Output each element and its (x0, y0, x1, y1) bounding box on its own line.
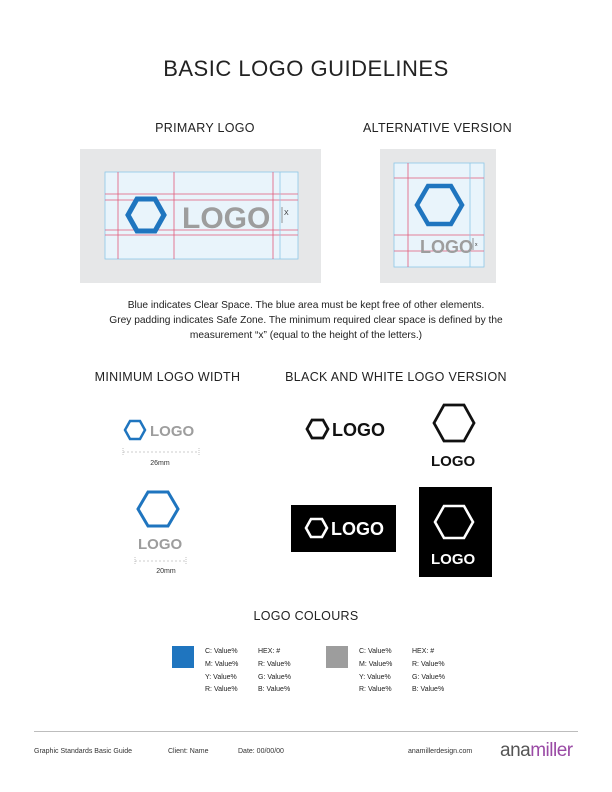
description-line-3: measurement “x” (equal to the height of the letters.) (189, 330, 423, 341)
hexagon-icon (138, 492, 178, 526)
description-line-1: Blue indicates Clear Space. The blue area must be kept free of other elements. (127, 300, 485, 311)
hexagon-icon (307, 420, 328, 438)
minimum-horizontal-logo-text: LOGO (150, 423, 195, 440)
minimum-horizontal-caption: 26mm (150, 460, 170, 467)
guidelines-description (60, 298, 552, 343)
primary-logo-guide-diagram (80, 149, 321, 283)
colour-swatch-grey (326, 646, 348, 668)
minimum-stacked-logo-text: LOGO (138, 536, 183, 553)
minimum-stacked-logo (128, 485, 204, 567)
svg-text:x: x (475, 242, 478, 248)
colour-swatch-blue (172, 646, 194, 668)
primary-logo-heading: PRIMARY LOGO (155, 121, 255, 135)
bw-logo-text: LOGO (431, 551, 476, 568)
minimum-stacked-caption: 20mm (156, 568, 176, 575)
hexagon-icon (306, 519, 327, 537)
primary-logo-panel (80, 149, 321, 283)
colour-values-rgb-grey: HEX: # R: Value% G: Value% B: Value% (412, 648, 445, 694)
bw-stacked-logo-reversed (419, 487, 492, 577)
hexagon-icon (435, 506, 473, 538)
hexagon-icon (125, 421, 145, 439)
measure-x-label: X (284, 210, 289, 217)
page-title: BASIC LOGO GUIDELINES (163, 56, 449, 81)
bw-logo-text: LOGO (431, 453, 476, 470)
colour-values-cmyk-blue: C: Value% M: Value% Y: Value% R: Value% (205, 648, 239, 694)
alternative-logo-text: LOGO (420, 237, 473, 257)
footer-divider (34, 731, 578, 732)
bw-version-heading: BLACK AND WHITE LOGO VERSION (285, 370, 507, 384)
alternative-version-heading: ALTERNATIVE VERSION (362, 121, 513, 135)
minimum-width-heading: MINIMUM LOGO WIDTH (94, 370, 241, 384)
minimum-horizontal-logo (115, 414, 215, 460)
bw-logo-text: LOGO (332, 420, 385, 440)
logo-colours-heading: LOGO COLOURS (253, 609, 359, 623)
bw-logo-text: LOGO (331, 519, 384, 539)
footer-guide-name: Graphic Standards Basic Guide (34, 748, 133, 755)
bw-horizontal-logo-black (300, 412, 390, 446)
footer-date: Date: 00/00/00 (238, 748, 284, 755)
colour-values-rgb-blue: HEX: # R: Value% G: Value% B: Value% (258, 648, 291, 694)
alternative-logo-guide-diagram (380, 149, 496, 283)
footer-website[interactable]: anamillerdesign.com (408, 748, 473, 755)
bw-horizontal-logo-reversed (291, 505, 396, 552)
hexagon-icon (434, 405, 474, 441)
brand-logo: anamiller (500, 740, 573, 761)
description-line-2: Grey padding indicates Safe Zone. The minimum required clear space is defined by the (109, 315, 503, 326)
bw-stacked-logo-black (426, 398, 486, 470)
footer-client: Client: Name (168, 748, 209, 755)
alternative-logo-panel (380, 149, 496, 283)
colour-values-cmyk-grey: C: Value% M: Value% Y: Value% R: Value% (359, 648, 393, 694)
primary-logo-text: LOGO (182, 202, 271, 235)
